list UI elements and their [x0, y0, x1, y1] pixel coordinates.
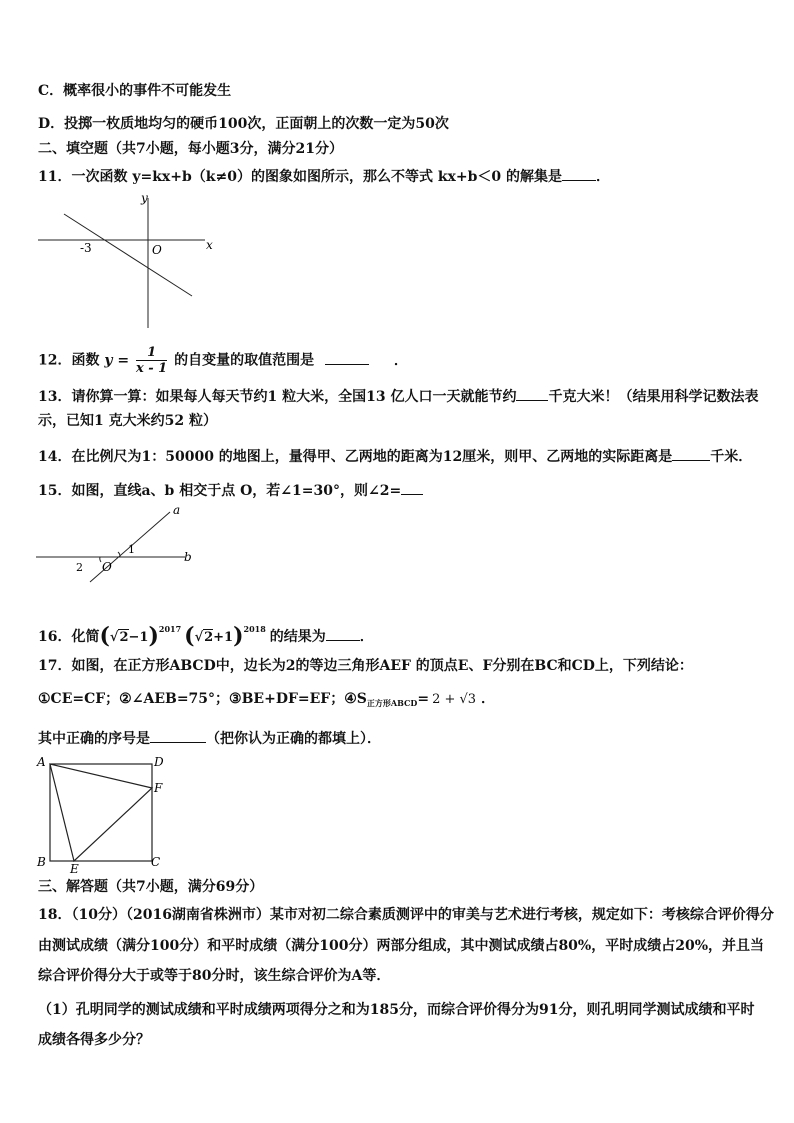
question-17-line-3: 其中正确的序号是 （把你认为正确的都填上）．: [38, 728, 381, 748]
question-12: 12．函数 y = $\frac{1}{x - 1}$ 的自变量的取值范围是 ．: [38, 345, 408, 376]
question-13-line-1: 13．请你算一算：如果每人每天节约1 粒大米，全国13 亿人口一天就能节约 千克大米！（结果用科学记数法表: [38, 386, 758, 406]
label-angle-1: 1: [128, 543, 135, 556]
question-13-line-2: 示，已知1 克大米约52 粒）: [38, 413, 217, 429]
triangle-aef: [50, 764, 152, 861]
question-18-line-1: 18．（10分）（2016湖南省株洲市）某市对初二综合素质测评中的审美与艺术进行考核，规定如下：考核综合评价得分: [38, 907, 774, 923]
question-16: 16．化简$(√2-1)^{2017}$ $(√2+1)^{2018}$ 的结果为 ．: [38, 623, 374, 649]
question-14: 14．在比例尺为1：50000 的地图上，量得甲、乙两地的距离为12厘米，则甲、乙两地的实际距离是 千米．: [38, 446, 752, 466]
figure-17-square: [34, 752, 174, 874]
label-b: b: [184, 550, 192, 564]
q11-text: 11．一次函数 y=kx+b（k≠0）的图象如图所示，那么不等式 kx+b＜0 的解集是: [38, 169, 563, 185]
question-17-line-1: 17．如图，在正方形ABCD中，边长为2的等边三角形AEF 的顶点E、F分别在BC和CD上，下列结论：: [38, 658, 693, 674]
intercept-label: -3: [80, 241, 92, 255]
figure-11-linear-graph: [30, 192, 220, 332]
question-18-line-3: 综合评价得分大于或等于80分时，该生综合评价为A等．: [38, 968, 391, 984]
label-D: D: [154, 755, 164, 769]
section-solutions-heading: 三、解答题（共7小题，满分69分）: [38, 879, 264, 895]
answer-blank: [325, 350, 369, 365]
x-label: x: [206, 238, 213, 252]
label-B: B: [37, 855, 46, 869]
fraction: $\frac{1}{x - 1}$: [135, 345, 168, 376]
answer-blank: [562, 166, 596, 181]
function-line: [64, 214, 192, 296]
origin-label: O: [152, 243, 162, 257]
angle-2-arc: [100, 557, 101, 562]
label-F: F: [154, 781, 163, 795]
answer-blank: [326, 626, 360, 641]
answer-blank: [150, 728, 206, 743]
square-abcd: [50, 764, 152, 861]
answer-blank: [672, 446, 710, 461]
question-18-line-2: 由测试成绩（满分100分）和平时成绩（满分100分）两部分组成，其中测试成绩占80%，平时成绩占20%，并且当: [38, 938, 765, 954]
label-E: E: [70, 862, 79, 874]
figure-15-intersecting-lines: [30, 500, 205, 585]
label-C: C: [151, 855, 161, 869]
answer-blank: [516, 386, 548, 401]
option-d: D．投掷一枚质地均匀的硬币100次，正面朝上的次数一定为50次: [38, 116, 449, 132]
y-label: y: [141, 192, 148, 205]
section-fill-blank-heading: 二、填空题（共7小题，每小题3分，满分21分）: [38, 141, 343, 157]
answer-blank: [401, 480, 423, 495]
option-c: C．概率很小的事件不可能发生: [38, 83, 232, 99]
question-18-part-1-cont: 成绩各得多少分？: [38, 1032, 150, 1048]
question-17-line-2: ①CE=CF；②∠AEB=75°；③BE+DF=EF；$④S_{正方形ABCD}= 2 + √3$ ．: [38, 691, 496, 708]
question-11: 11．一次函数 y=kx+b（k≠0）的图象如图所示，那么不等式 kx+b＜0 的解集是 ．: [38, 166, 610, 186]
label-o: O: [102, 560, 112, 574]
question-15: 15．如图，直线a、b 相交于点 O，若∠1=30°，则∠2=: [38, 480, 423, 500]
label-A: A: [37, 755, 46, 769]
question-18-part-1: （1）孔明同学的测试成绩和平时成绩两项得分之和为185分，而综合评价得分为91分，则孔明同学测试成绩和平时: [38, 1002, 755, 1018]
label-angle-2: 2: [76, 561, 83, 574]
label-a: a: [173, 503, 181, 517]
